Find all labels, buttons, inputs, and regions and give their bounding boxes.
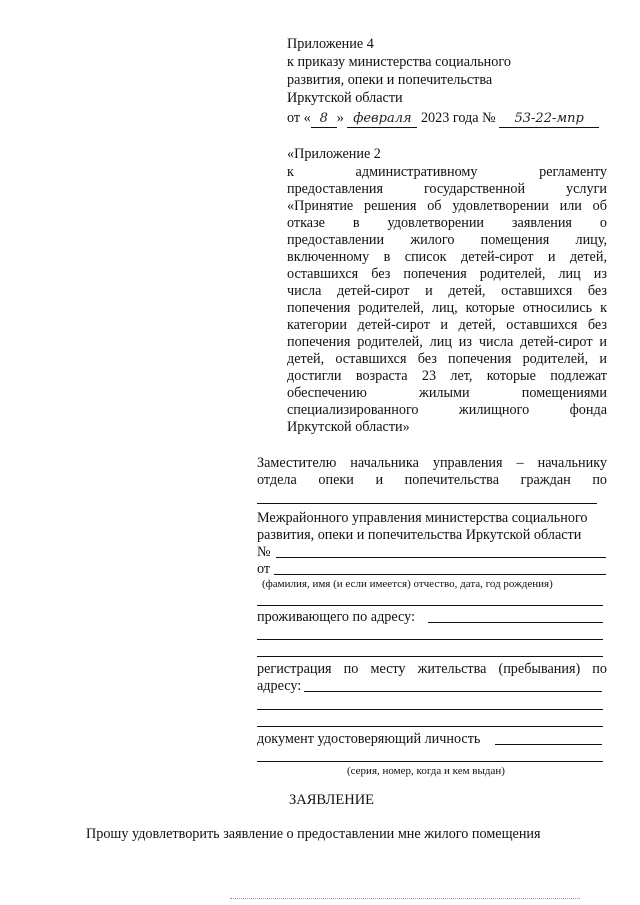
residing-label: проживающего по адресу: (257, 609, 416, 625)
from-hint: (фамилия, имя (и если имеется) отчество, дата, год рождения) (262, 578, 553, 590)
annex-line: категории детей-сирот и детей, оставшихся без (287, 317, 607, 333)
registration-label-1: регистрация по месту жительства (пребывания) по (257, 661, 607, 677)
registration-label-2: адресу: (257, 678, 302, 694)
addressee-line-1: Заместителю начальника управления – начальнику (257, 455, 607, 471)
from-field[interactable] (274, 574, 606, 575)
annex-line: оставшихся без попечения родителей, лиц из (287, 266, 607, 282)
date-day: 8 (311, 111, 337, 128)
residing-field-extra-2[interactable] (257, 656, 603, 657)
registration-field-extra-2[interactable] (257, 726, 603, 727)
attachment-line-2: развития, опеки и попечительства (287, 72, 493, 88)
addressee-blank-line[interactable] (257, 503, 597, 504)
order-number: 53-22-мпр (499, 111, 599, 128)
addressee-line-4: развития, опеки и попечительства Иркутской области (257, 527, 582, 543)
statement-body: Прошу удовлетворить заявление о предоставлении мне жилого помещения (86, 826, 541, 842)
document-label: документ удостоверяющий личность (257, 731, 481, 747)
addressee-line-3: Межрайонного управления министерства социального (257, 510, 588, 526)
attachment-line-1: к приказу министерства социального (287, 54, 511, 70)
date-month: февраля (347, 111, 417, 128)
date-year: 2023 года № (420, 110, 496, 126)
number-label: № (257, 544, 271, 560)
annex-line-last: Иркутской области» (287, 419, 410, 435)
document-field-extra[interactable] (257, 761, 603, 762)
residing-field[interactable] (428, 622, 603, 623)
annex-line: включенному в список детей-сирот и детей, (287, 249, 607, 265)
annex-title: «Приложение 2 (287, 146, 381, 162)
annex-line: отказе в удовлетворении заявления о (287, 215, 607, 231)
annex-line: к административному регламенту (287, 164, 607, 180)
annex-line: специализированного жилищного фонда (287, 402, 607, 418)
annex-line: обеспечению жилыми помещениями (287, 385, 607, 401)
residing-field-extra-1[interactable] (257, 639, 603, 640)
registration-field[interactable] (304, 691, 602, 692)
annex-line: достигли возраста 23 лет, которые подлежат (287, 368, 607, 384)
annex-line: предоставлении жилого помещения лицу, (287, 232, 607, 248)
annex-line: попечения родителей, лиц из числа детей-сирот и (287, 334, 607, 350)
page-bottom-edge (230, 898, 580, 899)
document-field[interactable] (495, 744, 602, 745)
document-hint: (серия, номер, когда и кем выдан) (347, 765, 505, 777)
registration-field-extra-1[interactable] (257, 709, 603, 710)
annex-line: детей, оставшихся без попечения родителей, и (287, 351, 607, 367)
annex-line: предоставления государственной услуги (287, 181, 607, 197)
statement-heading: ЗАЯВЛЕНИЕ (289, 792, 375, 808)
date-prefix: от « (287, 110, 311, 126)
from-field-extra[interactable] (257, 605, 603, 606)
number-field[interactable] (276, 557, 606, 558)
addressee-line-2: отдела опеки и попечительства граждан по (257, 472, 607, 488)
date-mid: » (336, 110, 344, 126)
attachment-date-line (287, 110, 599, 128)
annex-line: числа детей-сирот и детей, оставшихся без (287, 283, 607, 299)
attachment-title: Приложение 4 (287, 36, 374, 52)
annex-line: попечения родителей, лиц, которые относились к (287, 300, 607, 316)
annex-line: «Принятие решения об удовлетворении или об (287, 198, 607, 214)
from-label: от (257, 561, 271, 577)
attachment-line-3: Иркутской области (287, 90, 403, 106)
